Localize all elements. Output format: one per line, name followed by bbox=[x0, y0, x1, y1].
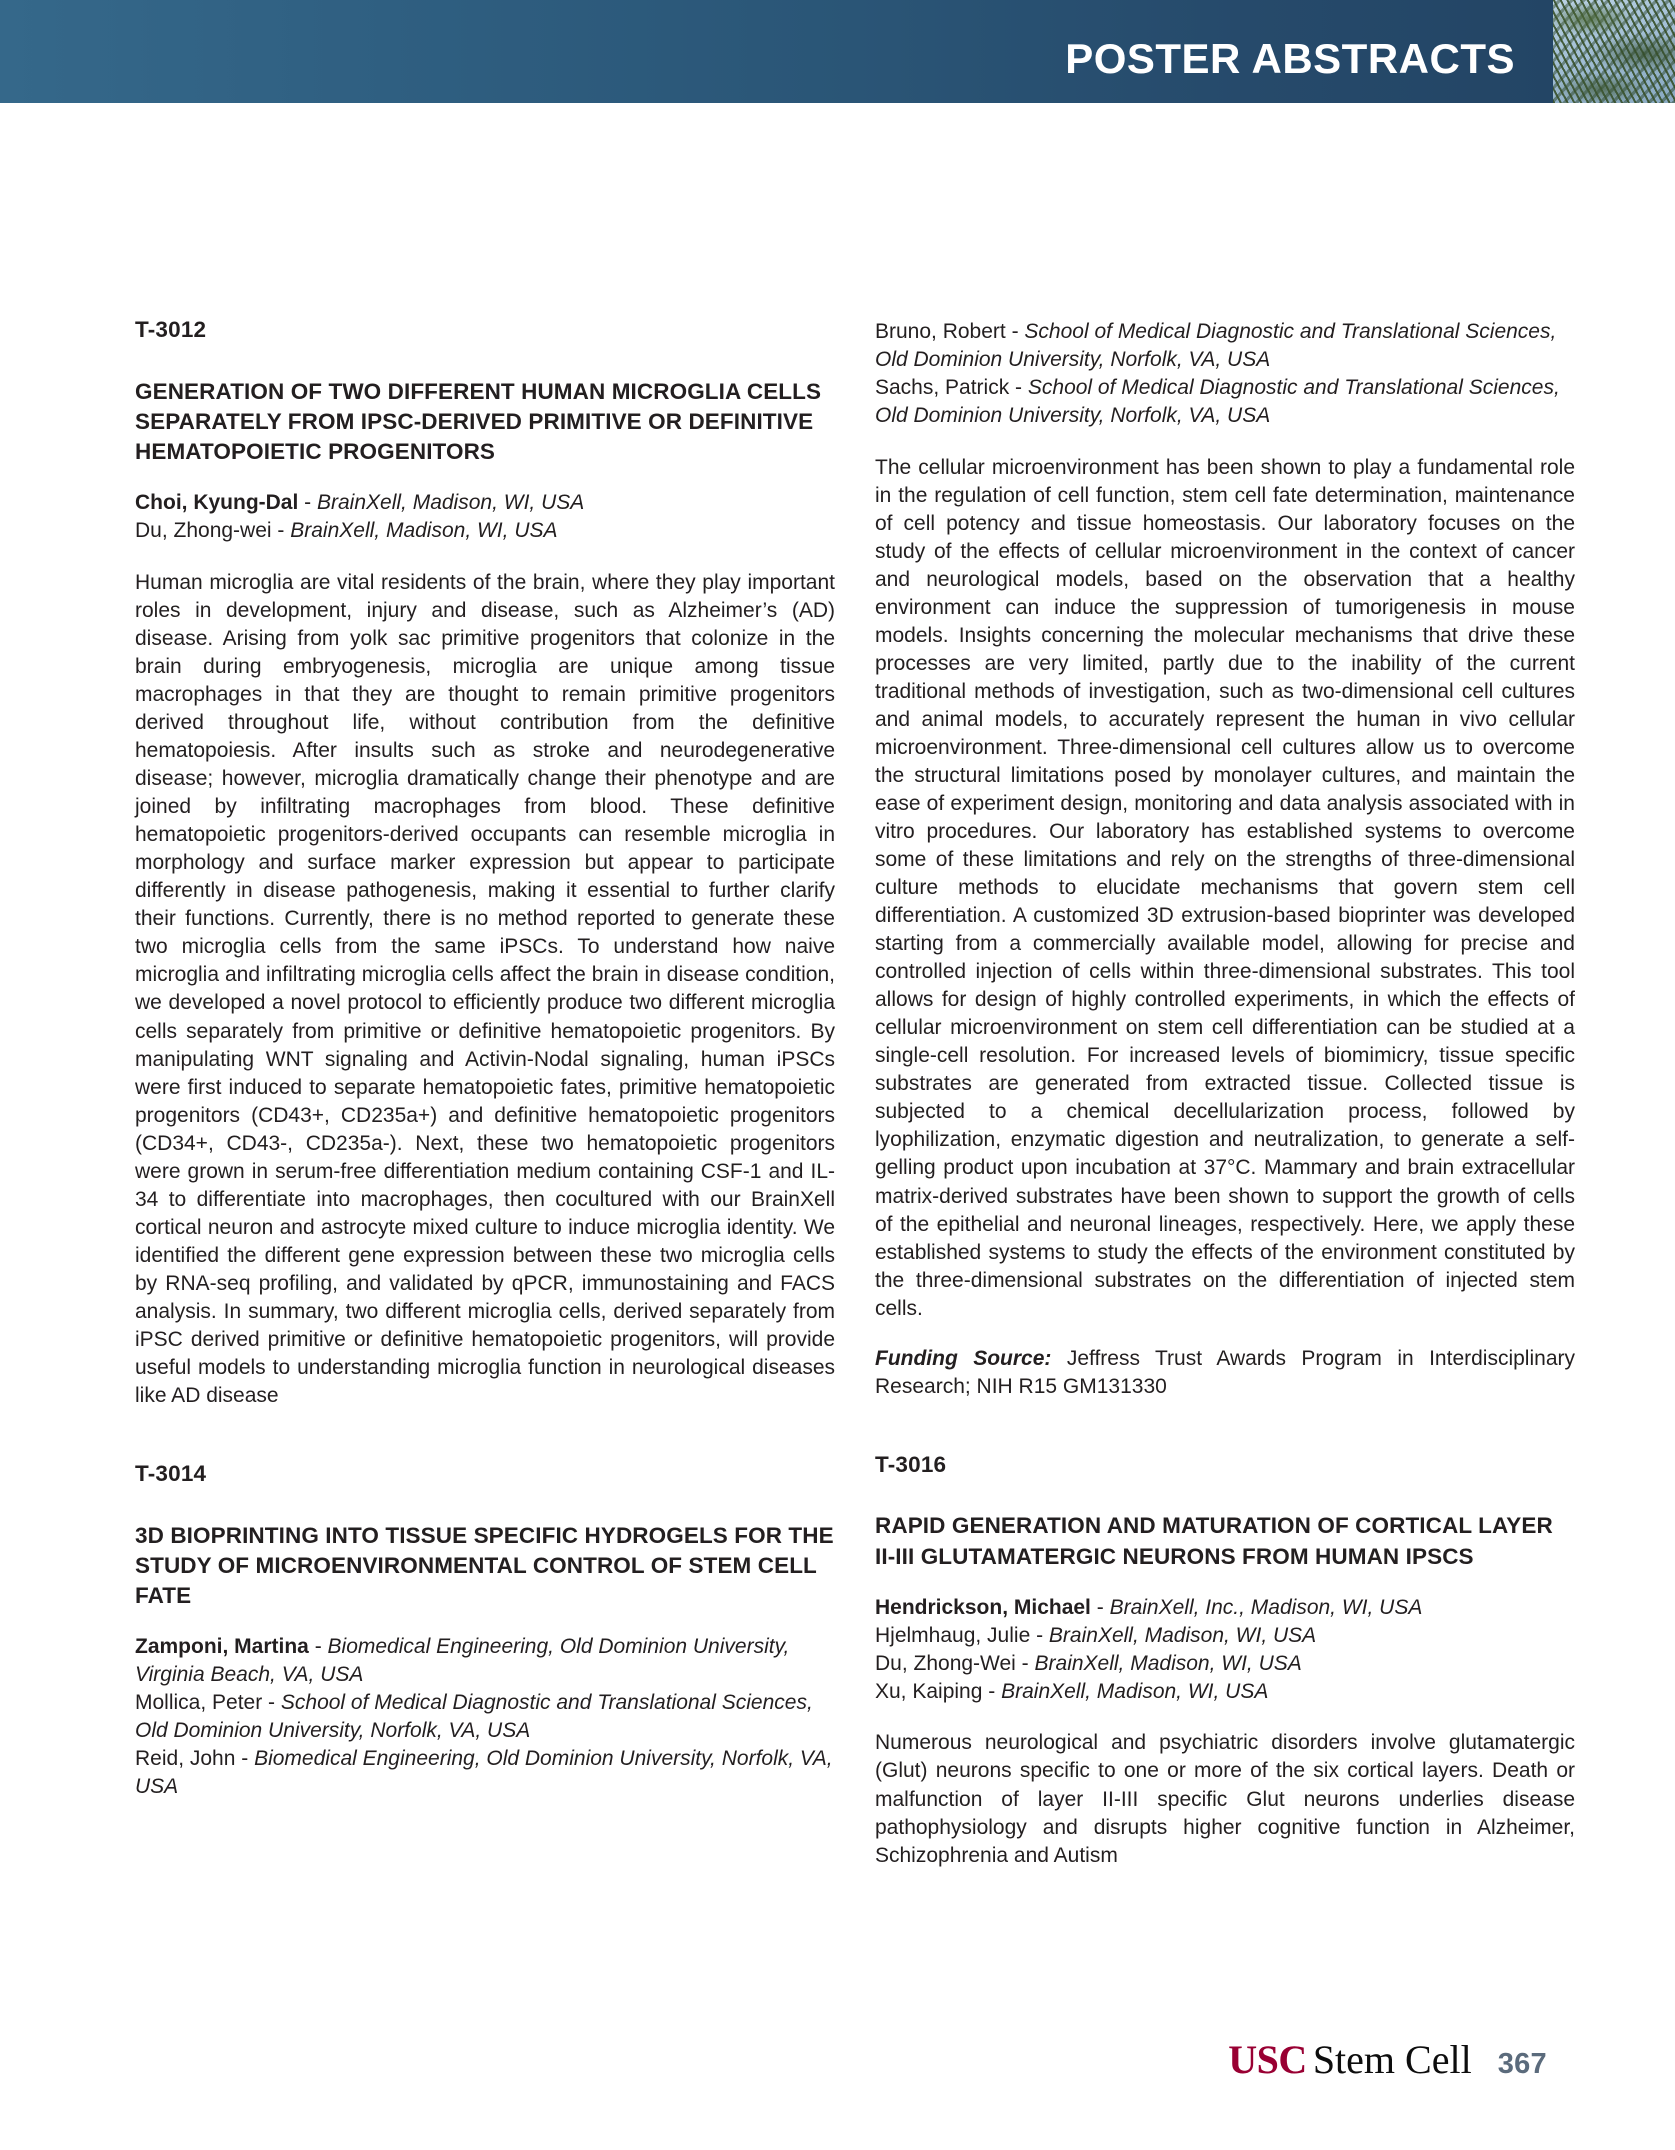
author-entry bbox=[135, 517, 835, 545]
author-separator: - bbox=[298, 491, 317, 515]
author-affiliation: BrainXell, Inc., Madison, WI, USA bbox=[1109, 1595, 1423, 1619]
author-separator: - bbox=[1015, 1651, 1035, 1675]
page-header-banner bbox=[0, 0, 1675, 103]
author-affiliation: BrainXell, Madison, WI, USA bbox=[1034, 1651, 1302, 1675]
page-number: 367 bbox=[1497, 2048, 1547, 2080]
author-entry bbox=[875, 1678, 1575, 1706]
author-entry bbox=[135, 1633, 835, 1689]
abstract-body: Human microglia are vital residents of the brain, where they play important roles in development, injury and disease, such as Alzheimer’s (AD) disease. Arising from yolk sac primitive progenitors that colonize in the brain during embryogenesis, microglia are unique among tissue macrophages in that they are thought to remain primitive progenitors derived throughout life, without contribution from the definitive hematopoiesis. After insults such as stroke and neurodegenerative disease; however, microglia dramatically change their phenotype and are joined by infiltrating macrophages from blood. These definitive hematopoietic progenitors-derived occupants can resemble microglia in morphology and surface marker expression but appear to participate differently in disease pathogenesis, making it essential to further clarify their functions. Currently, there is no method reported to generate these two microglia cells from the same iPSCs. To understand how naive microglia and infiltrating microglia cells affect the brain in disease condition, we developed a novel protocol to efficiently produce two different microglia cells separately from primitive or definitive hematopoietic progenitors. By manipulating WNT signaling and Activin-Nodal signaling, human iPSCs were first induced to separate hematopoietic fates, primitive hematopoietic progenitors (CD43+, CD235a+) and definitive hematopoietic progenitors (CD34+, CD43-, CD235a-). Next, these two hematopoietic progenitors were grown in serum-free differentiation medium containing CSF-1 and IL-34 to differentiate into macrophages, then cocultured with our BrainXell cortical neuron and astrocyte mixed culture to induce microglia identity. We identified the different gene expression between these two microglia cells by RNA-seq profiling, and validated by qPCR, immunostaining and FACS analysis. In summary, two different microglia cells, derived separately from iPSC derived primitive or definitive hematopoietic progenitors, will provide useful models to understanding microglia function in neurological diseases like AD disease bbox=[135, 571, 835, 1407]
page-footer bbox=[0, 2037, 1675, 2110]
author-name: Xu, Kaiping bbox=[875, 1679, 983, 1703]
author-name: Du, Zhong-wei bbox=[135, 519, 272, 543]
author-list bbox=[135, 489, 835, 545]
author-name: Hjelmhaug, Julie bbox=[875, 1623, 1031, 1647]
author-name: Hendrickson, Michael bbox=[875, 1595, 1091, 1619]
usc-wordmark: USC bbox=[1228, 2037, 1307, 2082]
abstract-id: T-3016 bbox=[875, 1451, 947, 1477]
author-separator: - bbox=[1030, 1623, 1049, 1647]
author-name: Sachs, Patrick bbox=[875, 375, 1010, 399]
author-name: Zamponi, Martina bbox=[135, 1635, 309, 1659]
right-column bbox=[875, 318, 1575, 1870]
abstract-block-t3012 bbox=[135, 318, 835, 1410]
author-name: Mollica, Peter bbox=[135, 1690, 263, 1714]
author-name: Reid, John bbox=[135, 1746, 236, 1770]
author-affiliation: BrainXell, Madison, WI, USA bbox=[1048, 1623, 1317, 1647]
abstract-block-t3014 bbox=[135, 1462, 835, 1801]
author-separator: - bbox=[262, 1690, 281, 1714]
author-affiliation: BrainXell, Madison, WI, USA bbox=[317, 491, 585, 515]
abstract-title: GENERATION OF TWO DIFFERENT HUMAN MICROGLIA CELLS SEPARATELY FROM IPSC-DERIVED PRIMITIVE OR DEFINITIVE HEMATOPOIETIC PROGENITORS bbox=[135, 378, 822, 465]
author-separator: - bbox=[1090, 1595, 1110, 1619]
abstract-id: T-3014 bbox=[135, 1460, 207, 1486]
author-list-continued bbox=[875, 318, 1575, 430]
abstract-title: RAPID GENERATION AND MATURATION OF CORTICAL LAYER II-III GLUTAMATERGIC NEURONS FROM HUMAN IPSCS bbox=[875, 1513, 1553, 1569]
author-affiliation: BrainXell, Madison, WI, USA bbox=[290, 519, 558, 543]
author-entry bbox=[875, 1650, 1575, 1678]
palm-tree-photo bbox=[1553, 0, 1675, 103]
author-separator: - bbox=[982, 1679, 1002, 1703]
author-affiliation: School of Medical Diagnostic and Translational Sciences, Old Dominion University, Norfolk, VA, USA bbox=[875, 375, 1560, 427]
author-name: Choi, Kyung-Dal bbox=[135, 491, 299, 515]
author-entry bbox=[875, 1594, 1575, 1622]
author-affiliation: School of Medical Diagnostic and Translational Sciences, Old Dominion University, Norfolk, VA, USA bbox=[135, 1690, 813, 1742]
funding-source-label: Funding Source: bbox=[875, 1346, 1052, 1370]
author-affiliation: School of Medical Diagnostic and Translational Sciences, Old Dominion University, Norfolk, VA, USA bbox=[875, 320, 1557, 371]
author-separator: - bbox=[1005, 320, 1025, 343]
abstract-title: 3D BIOPRINTING INTO TISSUE SPECIFIC HYDROGELS FOR THE STUDY OF MICROENVIRONMENTAL CONTROL OF STEM CELL FATE bbox=[135, 1522, 834, 1608]
author-name: Du, Zhong-Wei bbox=[875, 1651, 1016, 1675]
author-entry bbox=[875, 318, 1575, 374]
footer-content bbox=[1228, 2037, 1547, 2082]
author-separator: - bbox=[308, 1635, 328, 1659]
abstract-body-continued: The cellular microenvironment has been shown to play a fundamental role in the regulation of cell function, stem cell fate determination, maintenance of cell potency and tissue homeostasis. Our laboratory focuses on the study of the effects of cellular microenvironment in the context of cancer and neurological models, based on the observation that a healthy environment can induce the suppression of tumorigenesis in mouse models. Insights concerning the molecular mechanisms that drive these processes are very limited, partly due to the inability of the current traditional methods of investigation, such as two-dimensional cell cultures and animal models, to accurately represent the human in vivo cellular microenvironment. Three-dimensional cell cultures allow us to overcome the structural limitations posed by monolayer cultures, and maintain the ease of experiment design, monitoring and data analysis associated with in vitro procedures. Our laboratory has established systems to overcome some of these limitations and rely on the strengths of three-dimensional culture methods to elucidate mechanisms that govern stem cell differentiation. A customized 3D extrusion-based bioprinter was developed starting from a commercially available model, allowing for precise and controlled injection of cells within three-dimensional substrates. This tool allows for design of highly controlled experiments, in which the effects of cellular microenvironment on stem cell differentiation can be studied at a single-cell resolution. For increased levels of biomimicry, tissue specific substrates are generated from extracted tissue. Collected tissue is subjected to a chemical decellularization process, followed by lyophilization, enzymatic digestion and neutralization, to generate a self-gelling product upon incubation at 37°C. Mammary and brain extracellular matrix-derived substrates have been shown to support the growth of cells of the epithelial and neuronal lineages, respectively. Here, we apply these established systems to study the effects of the environment constituted by the three-dimensional substrates on the differentiation of injected stem cells. bbox=[875, 455, 1575, 1320]
left-column bbox=[135, 318, 835, 1825]
usc-stem-cell-logo bbox=[1228, 2037, 1472, 2082]
author-separator: - bbox=[235, 1746, 255, 1770]
stem-cell-wordmark: Stem Cell bbox=[1312, 2037, 1472, 2082]
author-separator: - bbox=[271, 519, 291, 543]
author-list bbox=[135, 1633, 835, 1801]
funding-source-text: Jeffress Trust Awards Program in Interdisciplinary Research; NIH R15 GM131330 bbox=[875, 1346, 1575, 1398]
author-separator: - bbox=[1009, 375, 1028, 399]
author-entry bbox=[135, 489, 835, 517]
author-name: Bruno, Robert bbox=[875, 320, 1006, 343]
abstract-id: T-3012 bbox=[135, 317, 207, 342]
abstract-body: Numerous neurological and psychiatric disorders involve glutamatergic (Glut) neurons specific to one or more of the six cortical layers. Death or malfunction of layer II-III specific Glut neurons underlies disease pathophysiology and disrupts higher cognitive function in Alzheimer, Schizophrenia and Autism bbox=[875, 1731, 1575, 1867]
author-entry bbox=[875, 374, 1575, 430]
page-title: POSTER ABSTRACTS bbox=[1065, 35, 1515, 82]
author-entry bbox=[875, 1622, 1575, 1650]
author-entry bbox=[135, 1745, 835, 1801]
author-entry bbox=[135, 1689, 835, 1745]
funding-source bbox=[875, 1345, 1575, 1401]
abstract-block-t3016 bbox=[875, 1453, 1575, 1870]
author-affiliation: Biomedical Engineering, Old Dominion University, Virginia Beach, VA, USA bbox=[135, 1635, 790, 1687]
author-list bbox=[875, 1594, 1575, 1706]
author-affiliation: BrainXell, Madison, WI, USA bbox=[1001, 1679, 1269, 1703]
author-affiliation: Biomedical Engineering, Old Dominion University, Norfolk, VA, USA bbox=[135, 1746, 833, 1798]
